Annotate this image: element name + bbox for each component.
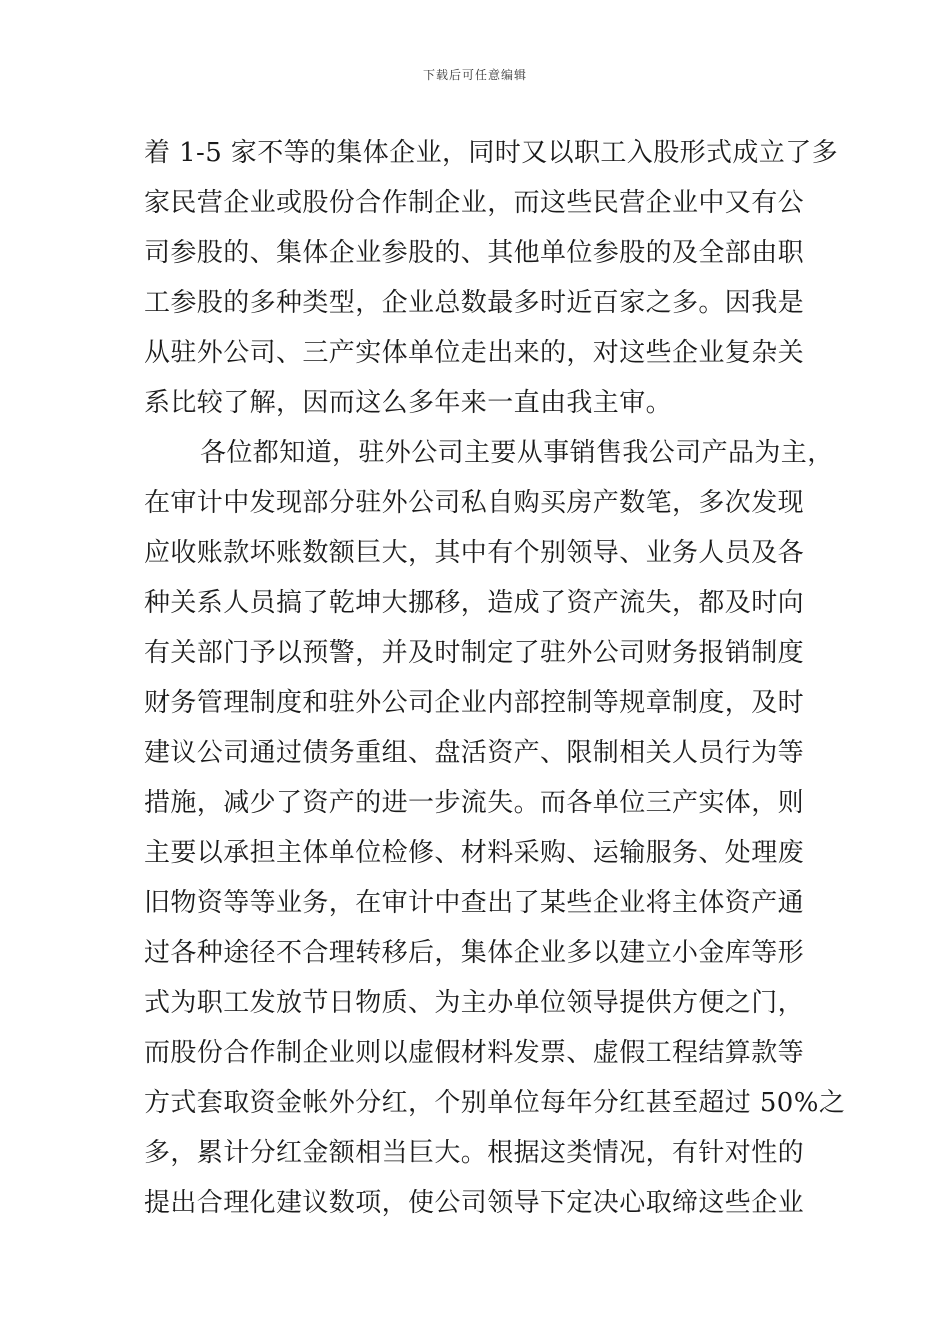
text-line: 多，累计分红金额相当巨大。根据这类情况，有针对性的 — [144, 1138, 805, 1168]
page-header: 下载后可任意编辑 — [422, 68, 527, 82]
text-line: 家民营企业或股份合作制企业，而这些民营企业中又有公 — [144, 188, 805, 218]
text-line: 从驻外公司、三产实体单位走出来的，对这些企业复杂关 — [144, 338, 805, 368]
text-line: 措施，减少了资产的进一步流失。而各单位三产实体，则 — [144, 788, 805, 818]
text-line: 旧物资等等业务，在审计中查出了某些企业将主体资产通 — [144, 888, 805, 918]
text-line: 而股份合作制企业则以虚假材料发票、虚假工程结算款等 — [144, 1038, 805, 1068]
text-line: 在审计中发现部分驻外公司私自购买房产数笔，多次发现 — [144, 488, 805, 518]
text-line: 工参股的多种类型，企业总数最多时近百家之多。因我是 — [144, 288, 805, 318]
text-line: 着 1-5 家不等的集体企业，同时又以职工入股形式成立了多 — [144, 138, 838, 168]
text-line: 系比较了解，因而这么多年来一直由我主审。 — [144, 388, 673, 418]
text-line: 式为职工发放节日物质、为主办单位领导提供方便之门， — [144, 988, 805, 1018]
body-text — [144, 128, 846, 1228]
text-line: 有关部门予以预警，并及时制定了驻外公司财务报销制度 — [144, 638, 805, 668]
paragraph-first-line: 各位都知道，驻外公司主要从事销售我公司产品为主， — [200, 438, 834, 468]
text-line: 方式套取资金帐外分红，个别单位每年分红甚至超过 50%之 — [144, 1088, 846, 1118]
text-line: 司参股的、集体企业参股的、其他单位参股的及全部由职 — [144, 238, 805, 268]
text-line: 种关系人员搞了乾坤大挪移，造成了资产流失，都及时向 — [144, 588, 805, 618]
text-line: 财务管理制度和驻外公司企业内部控制等规章制度，及时 — [144, 688, 805, 718]
text-line: 提出合理化建议数项，使公司领导下定决心取缔这些企业 — [144, 1188, 805, 1218]
text-line: 过各种途径不合理转移后，集体企业多以建立小金库等形 — [144, 938, 805, 968]
text-line: 建议公司通过债务重组、盘活资产、限制相关人员行为等 — [144, 738, 805, 768]
text-line: 主要以承担主体单位检修、材料采购、运输服务、处理废 — [144, 838, 805, 868]
text-line: 应收账款坏账数额巨大，其中有个别领导、业务人员及各 — [144, 538, 805, 568]
